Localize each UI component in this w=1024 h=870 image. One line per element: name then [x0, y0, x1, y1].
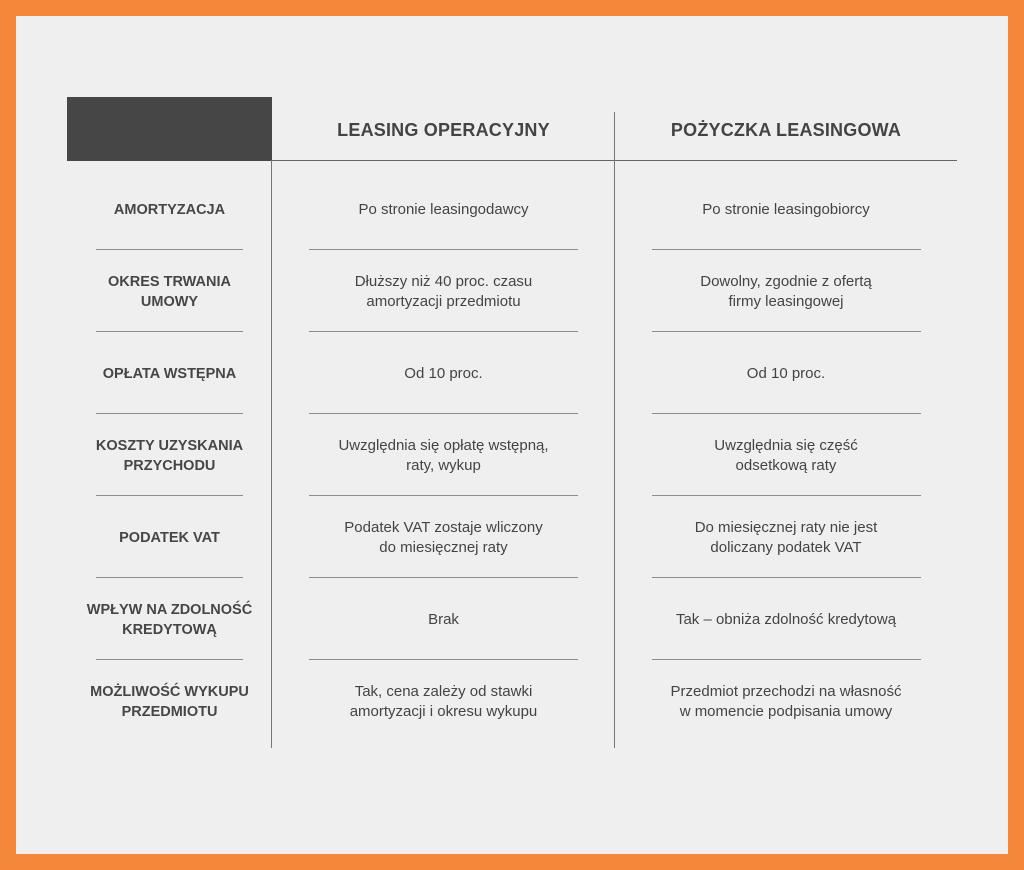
cell-pozyczka-leasingowa: Do miesięcznej raty nie jest doliczany podatek VAT: [694, 519, 878, 556]
row-separator: [309, 495, 578, 496]
cell-leasing-operacyjny: Uwzględnia się opłatę wstępną, raty, wykup: [338, 437, 549, 474]
cell-pozyczka-leasingowa: Dowolny, zgodnie z ofertą firmy leasingowej: [700, 273, 872, 310]
row-separator: [96, 249, 243, 250]
row-label: WPŁYW NA ZDOLNOŚĆ KREDYTOWĄ: [86, 602, 253, 638]
row-separator: [652, 659, 921, 660]
row-separator: [309, 659, 578, 660]
row-separator: [652, 495, 921, 496]
column-header-pozyczka-leasingowa: POŻYCZKA LEASINGOWA: [670, 119, 902, 140]
row-label: AMORTYZACJA: [113, 202, 226, 218]
row-separator: [96, 577, 243, 578]
cell-pozyczka-leasingowa: Tak – obniża zdolność kredytową: [675, 611, 897, 628]
cell-leasing-operacyjny: Podatek VAT zostaje wliczony do miesięcznej raty: [344, 519, 543, 556]
column-header-leasing-operacyjny: LEASING OPERACYJNY: [337, 119, 550, 140]
row-separator: [309, 249, 578, 250]
cell-leasing-operacyjny: Dłuższy niż 40 proc. czasu amortyzacji przedmiotu: [354, 273, 533, 310]
row-label: KOSZTY UZYSKANIA PRZYCHODU: [95, 438, 244, 474]
row-separator: [309, 577, 578, 578]
row-separator: [309, 331, 578, 332]
cell-leasing-operacyjny: Od 10 proc.: [404, 365, 483, 382]
header-corner-block: [67, 97, 272, 161]
row-label: PODATEK VAT: [119, 530, 220, 546]
cell-pozyczka-leasingowa: Od 10 proc.: [746, 365, 826, 382]
row-separator: [96, 495, 243, 496]
row-separator: [96, 413, 243, 414]
row-separator: [652, 577, 921, 578]
cell-pozyczka-leasingowa: Przedmiot przechodzi na własność w momencie podpisania umowy: [670, 683, 902, 720]
cell-pozyczka-leasingowa: Uwzględnia się część odsetkową raty: [714, 437, 858, 474]
row-label: OPŁATA WSTĘPNA: [102, 366, 237, 382]
row-separator: [652, 413, 921, 414]
row-label: OKRES TRWANIA UMOWY: [108, 274, 231, 310]
row-separator: [309, 413, 578, 414]
row-separator: [96, 331, 243, 332]
cell-leasing-operacyjny: Po stronie leasingodawcy: [358, 201, 529, 218]
cell-pozyczka-leasingowa: Po stronie leasingobiorcy: [702, 201, 870, 218]
row-separator: [96, 659, 243, 660]
row-separator: [652, 331, 921, 332]
row-separator: [652, 249, 921, 250]
row-label: MOŻLIWOŚĆ WYKUPU PRZEDMIOTU: [90, 684, 249, 720]
cell-leasing-operacyjny: Brak: [428, 611, 459, 628]
cell-leasing-operacyjny: Tak, cena zależy od stawki amortyzacji i okresu wykupu: [349, 683, 538, 720]
